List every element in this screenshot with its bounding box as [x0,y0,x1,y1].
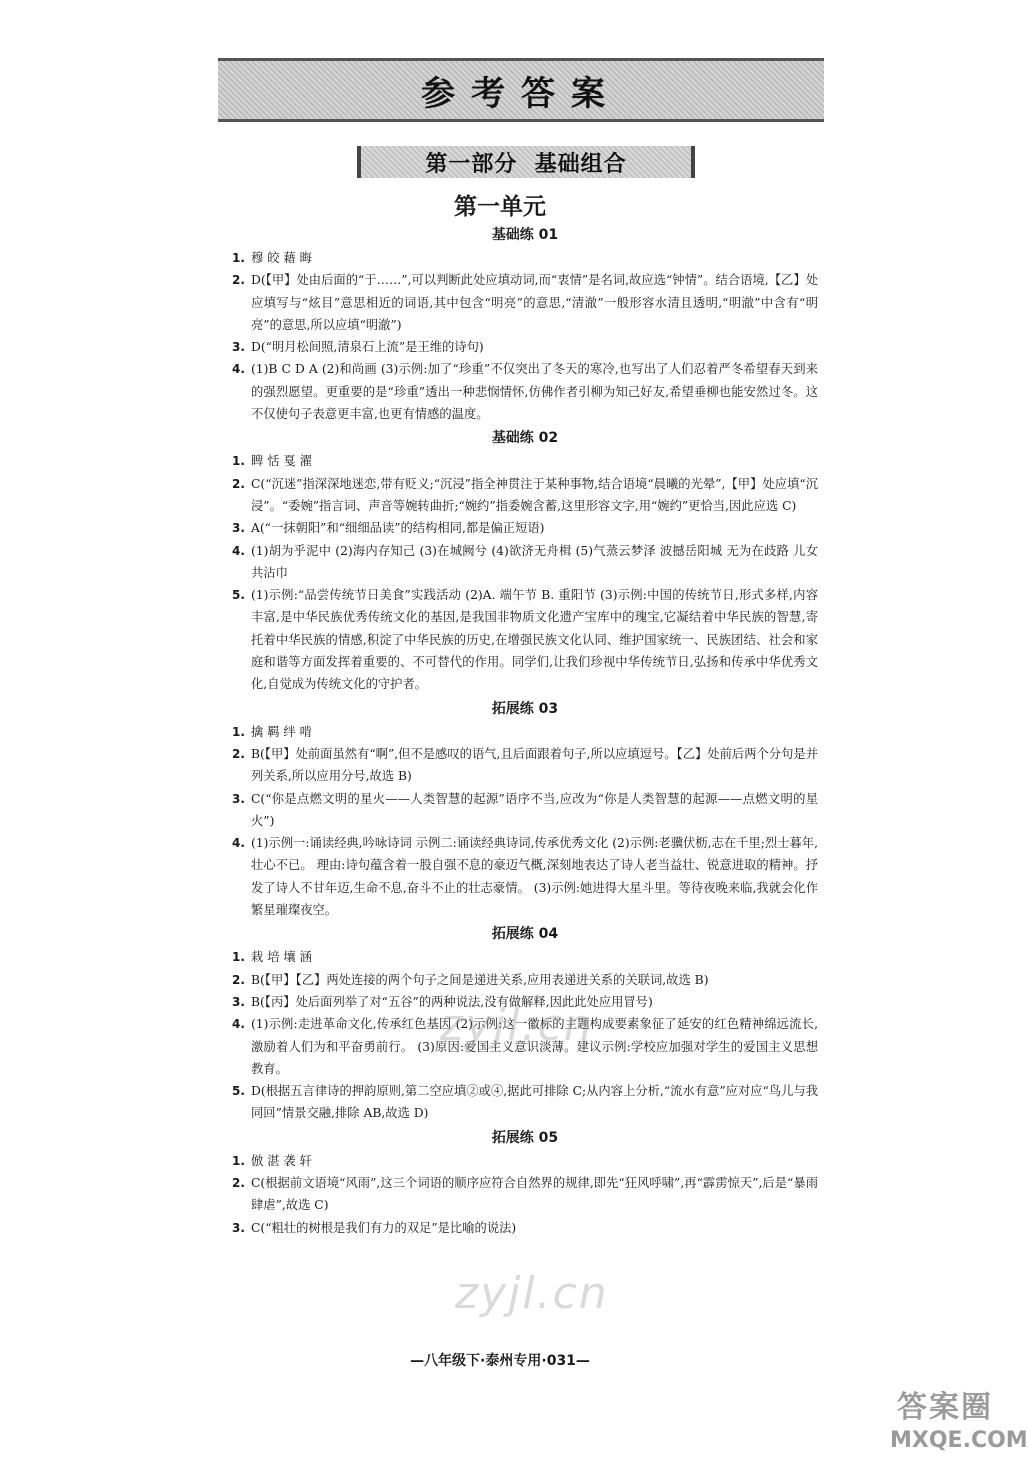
answer-item [232,743,818,788]
answer-item [232,788,818,833]
answer-item [232,1172,818,1217]
item-number: 2. [232,972,245,987]
answer-item [232,584,818,695]
watermark-text: zyjl.cn [440,1000,594,1051]
exercise-title: 基础练 02 [491,430,559,447]
item-number: 2. [232,746,245,761]
item-text: B(【丙】处后面列举了对“五谷”的两种说法,没有做解释,因此此处应用冒号) [251,994,653,1009]
answer-item [232,247,818,269]
answer-item [232,336,818,358]
item-text: 擒 羁 绊 啃 [251,724,312,739]
item-number: 1. [232,454,245,469]
section-title: 第一部分 基础组合 [425,151,627,177]
item-text: (1)示例一:诵读经典,吟咏诗词 示例二:诵读经典诗词,传承优秀文化 (2)示例:老骥伏枥,志在千里;烈士暮年,壮心不已。 理由:诗句蕴含着一股自强不息的豪迈气概,深刻地表达了诗人老当益壮、锐意进取的精神。抒发了诗人不甘年迈,生命不息,奋斗不止的壮志豪情。 (3)示例:她进得大星斗里。等待夜晚来临,我就会化作繁星璀璨夜空。 [251,836,818,918]
item-text: D(根据五言律诗的押韵原则,第二空应填②或④,据此可排除 C;从内容上分析,“流水有意”应对应“鸟儿与我同回”情景交融,排除 AB,故选 D) [251,1084,818,1121]
section-banner [357,146,695,178]
answer-key-banner [218,58,824,122]
watermark-text: zyjl.cn [455,1268,609,1319]
site-logo [890,1388,1028,1460]
item-text: (1)示例:走进革命文化,传承红色基因 (2)示例:这一徽标的主题构成要素象征了延安的红色精神绵远流长,激励着人们为和平奋勇前行。 (3)原因:爱国主义意识淡薄。建议示例:学校应加强对学生的爱国主义思想教育。 [251,1017,818,1076]
item-text: C(“沉迷”指深深地迷恋,带有贬义;“沉浸”指全神贯注于某种事物,结合语境“晨曦的光晕”,【甲】处应填“沉浸”。“委婉”指言词、声音等婉转曲折;“婉约”指委婉含蓄,这里形容文字,用“婉约”更恰当,因此应选 C) [251,476,818,513]
exercise-title: 拓展练 05 [491,1129,559,1146]
logo-domain: MXQE.COM [890,1428,1028,1453]
answer-item [232,540,818,585]
item-number: 4. [232,362,245,377]
item-text: (1)胡为乎泥中 (2)海内存知己 (3)在城阙兮 (4)欲济无舟楫 (5)气蒸云梦泽 波撼岳阳城 无为在歧路 儿女共沾巾 [251,543,818,580]
item-number: 1. [232,1153,245,1168]
item-text: 倣 湛 袭 轩 [251,1153,312,1168]
answer-item [232,1150,818,1172]
answer-item [232,358,818,425]
answer-item [232,473,818,518]
unit-title: 第一单元 [454,194,546,220]
item-text: D(【甲】处由后面的“于……”,可以判断此处应填动词,而“衷情”是名词,故应选“钟情”。结合语境,【乙】处应填写与“炫目”意思相近的词语,其中包含“明亮”的意思,“清澈”一般形容水清且透明,“明澈”中含有“明亮”的意思,所以应填“明澈”) [251,273,818,332]
item-number: 5. [232,588,245,603]
item-text: B(【甲】处前面虽然有“啊”,但不是感叹的语气,且后面跟着句子,所以应填逗号。【乙】处前后两个分句是并列关系,所以应用分号,故选 B) [251,746,818,784]
exercise-title: 基础练 01 [491,227,559,243]
item-text: B(【甲】【乙】两处连接的两个句子之间是递进关系,应用表递进关系的关联词,故选 B) [251,972,709,987]
page-footer: —八年级下·泰州专用·031— [410,1353,590,1369]
item-number: 1. [232,251,245,265]
exercise-title: 拓展练 03 [491,700,559,717]
answer-item [232,1080,818,1125]
item-text: D(“明月松间照,清泉石上流”是王维的诗句) [251,340,484,355]
exercise-title: 拓展练 04 [491,926,559,943]
item-number: 3. [232,994,245,1009]
answer-item [232,450,818,472]
answer-item [232,832,818,921]
item-text: 睥 恬 戛 濯 [251,454,312,469]
item-number: 4. [232,836,245,851]
page-title: 参考答案 [421,73,621,114]
item-number: 3. [232,791,245,806]
item-number: 2. [232,476,245,491]
answer-content [232,222,818,1239]
item-number: 1. [232,950,245,965]
item-number: 3. [232,1220,245,1235]
item-number: 3. [232,521,245,536]
answer-item [232,721,818,743]
item-text: C(“粗壮的树根是我们有力的双足”是比喻的说法) [251,1220,517,1235]
item-number: 1. [232,724,245,739]
answer-item [232,1217,818,1239]
item-text: C(“你是点燃文明的星火——人类智慧的起源”语序不当,应改为“你是人类智慧的起源——点燃文明的星火”) [251,791,818,828]
item-text: (1)示例:“品尝传统节日美食”实践活动 (2)A. 端午节 B. 重阳节 (3)示例:中国的传统节日,形式多样,内容丰富,是中华民族优秀传统文化的基因,是我国非物质文化遗产宝库中的瑰宝,它凝结着中华民族的智慧,寄托着中华民族的情感,积淀了中华民族的历史,在增强民族文化认同、维护国家统一、民族团结、社会和家庭和谐等方面发挥着重要的、不可替代的作用。同学们,让我们珍视中华传统节日,弘扬和传承中华优秀文化,自觉成为传统文化的守护者。 [251,588,818,692]
item-number: 2. [232,273,245,288]
item-text: 栽 培 壤 涵 [251,950,312,965]
item-number: 2. [232,1175,245,1190]
item-text: A(“一抹朝阳”和“细细品读”的结构相同,都是偏正短语) [251,521,545,536]
item-text: C(根据前文语境“风雨”,这三个词语的顺序应符合自然界的规律,即先“狂风呼啸”,再“霹雳惊天”,后是“暴雨肆虐”,故选 C) [251,1175,818,1213]
answer-item [232,946,818,968]
item-text: (1)B C D A (2)和尚画 (3)示例:加了“珍重”不仅突出了冬天的寒冷,也写出了人们忍着严冬希望春天到来的强烈愿望。更重要的是“珍重”透出一种悲悯情怀,仿佛作者引柳为知己好友,希望垂柳也能安然过冬。这不仅使句子表意更丰富,也更有情感的温度。 [251,362,818,422]
answer-item [232,969,818,991]
item-number: 3. [232,340,245,355]
item-number: 4. [232,543,245,558]
item-number: 4. [232,1017,245,1032]
logo-text: 答案圈 [897,1390,993,1425]
item-text: 穆 皎 藉 晦 [251,251,312,265]
answer-item [232,269,818,336]
answer-item [232,517,818,539]
item-number: 5. [232,1084,245,1099]
